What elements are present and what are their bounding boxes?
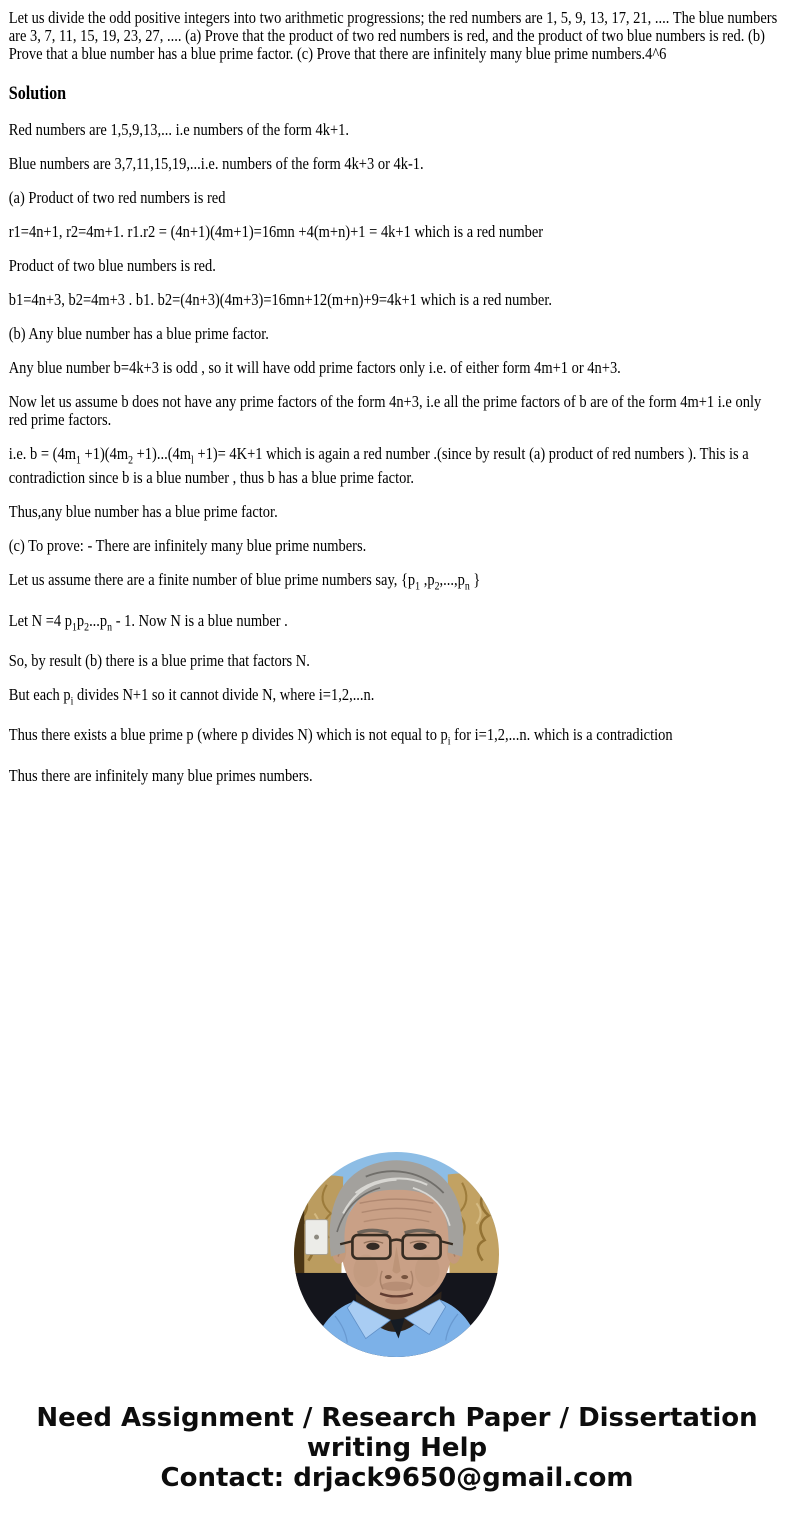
solution-paragraph: (c) To prove: - There are infinitely many blue prime numbers.: [8, 536, 367, 556]
solution-paragraph: r1=4n+1, r2=4m+1. r1.r2 = (4n+1)(4m+1)=16mn +4(m+n)+1 = 4k+1 which is a red number: [8, 222, 544, 241]
solution-paragraph: So, by result (b) there is a blue prime that factors N.: [8, 650, 310, 670]
solution-paragraph: Thus there exists a blue prime p (where p divides N) which is not equal to $p_i$ for i=1,2,...n. which is a contradiction: [8, 725, 673, 748]
solution-paragraph: Thus there are infinitely many blue primes numbers.: [8, 765, 313, 785]
solution-paragraph: Product of two blue numbers is red.: [8, 256, 216, 275]
solution-paragraph: Any blue number b=4k+3 is odd , so it will have odd prime factors only i.e. of either form 4m+1 or 4n+3.: [8, 358, 621, 377]
solution-paragraph: (a) Product of two red numbers is red: [8, 188, 226, 207]
solution-paragraph: i.e. $b = (4m_1 +1)(4m_2 +1)...(4m_l +1)= 4K+1$ which is again a red number .(since by result (a) product of red numbers ). This is a contradiction since b is a blue number , thus b has a blue prime factor.: [8, 444, 749, 488]
solution-heading: Solution: [8, 84, 67, 104]
solution-paragraph: Thus,any blue number has a blue prime factor.: [8, 502, 278, 522]
solution-paragraph: Let N =4 $p_1p_2...p_n - 1$. Now N is a blue number .: [8, 610, 288, 633]
person-avatar-image: [294, 1152, 499, 1357]
solution-paragraph: Now let us assume b does not have any prime factors of the form 4n+3, i.e all the prime factors of b are of the form 4m+1 i.e only red prime factors.: [8, 392, 762, 429]
person-avatar: [294, 1152, 499, 1357]
promo-heading-line1: Need Assignment / Research Paper / Dissertation: [36, 1403, 758, 1433]
problem-statement: Let us divide the odd positive integers into two arithmetic progressions; the red numbers are 1, 5, 9, 13, 17, 21, .... The blue numbers are 3, 7, 11, 15, 19, 23, 27, .... (a) Prove that the product of two red numbers is red, and the product of two blue numbers is red. (b) Prove that a blue number has a blue prime factor. (c) Prove that there are infinitely many blue prime numbers.4^6: [8, 8, 778, 63]
solution-paragraph: Let us assume there are a finite number of blue prime numbers say, {$p_1$ $,p_2,...,p_n$ }: [8, 570, 481, 593]
solution-paragraph: b1=4n+3, b2=4m+3 . b1. b2=(4n+3)(4m+3)=16mn+12(m+n)+9=4k+1 which is a red number.: [8, 290, 552, 309]
promo-heading-line2: writing Help: [306, 1433, 488, 1463]
promo-contact-email: Contact: drjack9650@gmail.com: [160, 1463, 634, 1493]
promo-footer: [0, 1403, 794, 1493]
solution-paragraph: But each $p_i$ divides N+1 so it cannot divide N, where i=1,2,...n.: [8, 684, 375, 708]
solution-paragraph: Red numbers are 1,5,9,13,... i.e numbers of the form 4k+1.: [8, 120, 350, 139]
solution-paragraph: (b) Any blue number has a blue prime factor.: [8, 324, 269, 343]
solution-paragraph: Blue numbers are 3,7,11,15,19,...i.e. numbers of the form 4k+3 or 4k-1.: [8, 154, 424, 173]
